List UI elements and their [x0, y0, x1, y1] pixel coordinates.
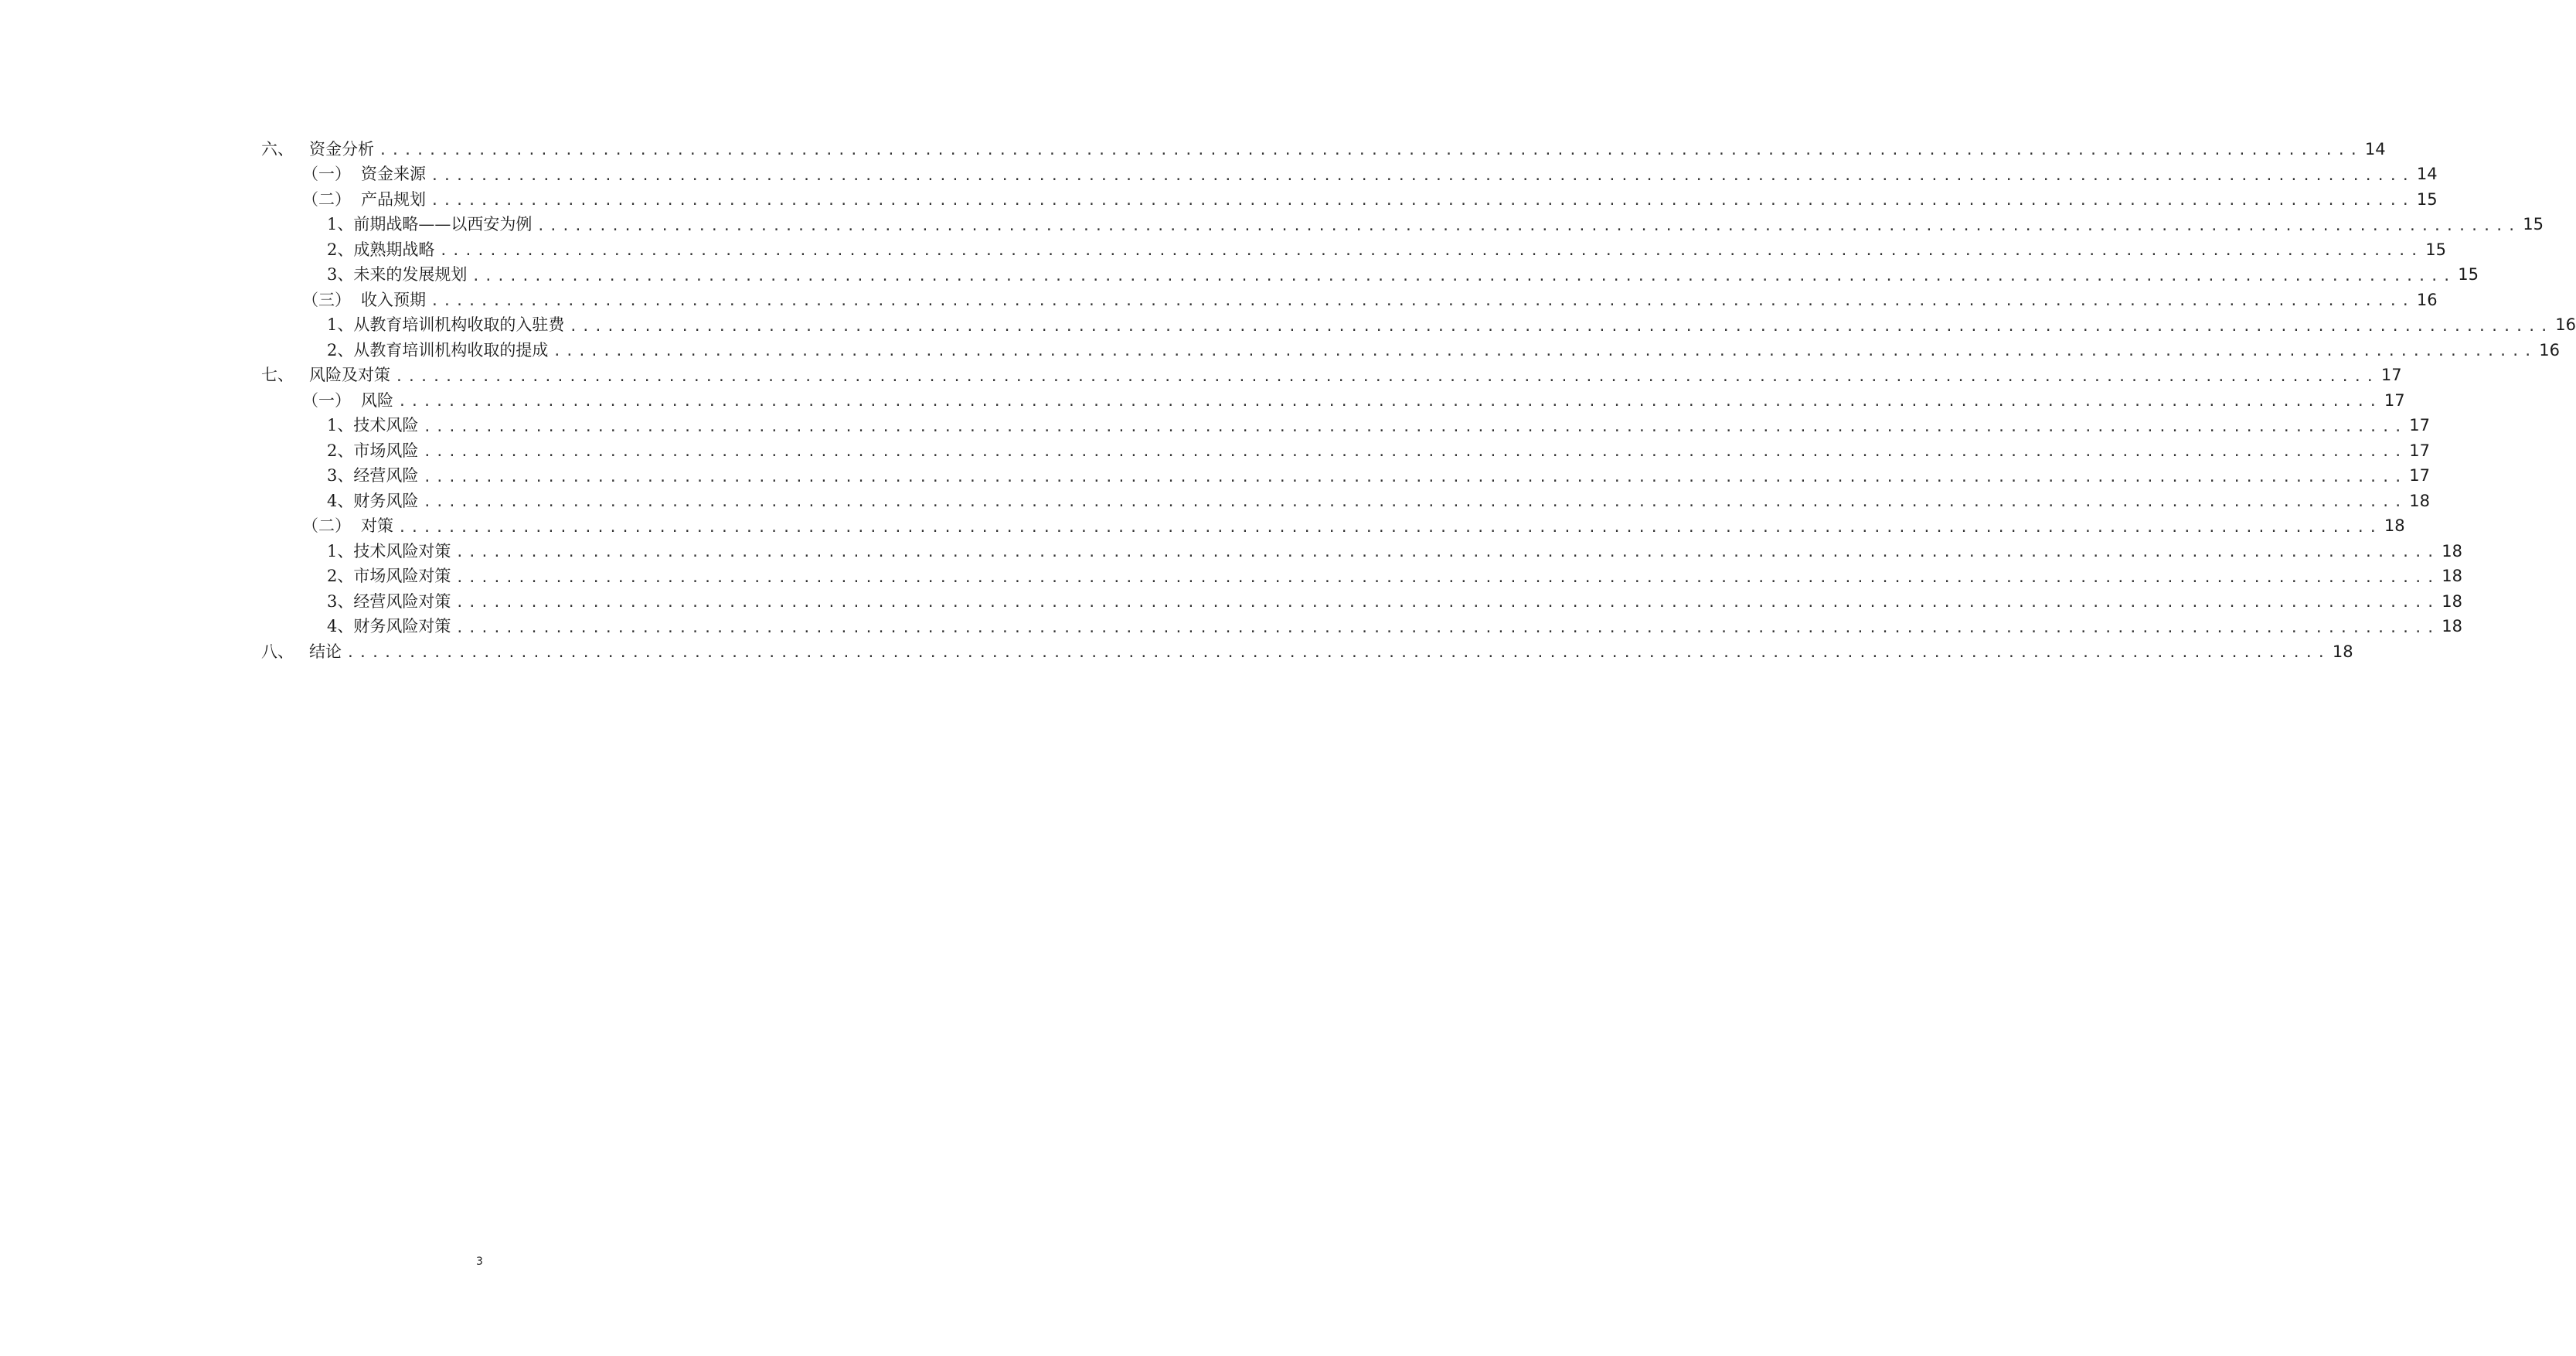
toc-entry-page: 14	[2416, 165, 2438, 184]
toc-entry-page: 15	[2523, 215, 2544, 234]
toc-entry-page: 15	[2425, 240, 2447, 259]
toc-entry-page: 15	[2458, 265, 2479, 284]
toc-entry[interactable]	[261, 464, 2431, 489]
toc-entry[interactable]	[261, 639, 2353, 665]
toc-leader-dots: ................................................................................................................................................................	[553, 343, 2537, 360]
toc-entry-title: 财务风险对策	[353, 617, 451, 636]
toc-leader-dots: ................................................................................................................................................................	[346, 645, 2329, 662]
toc-entry[interactable]	[261, 363, 2402, 389]
toc-entry-number: （二）	[302, 189, 351, 209]
toc-entry-number: 2、	[327, 441, 354, 460]
toc-entry-title: 技术风险对策	[353, 541, 451, 560]
toc-entry-number: 2、	[327, 567, 354, 586]
toc-entry-number: （二）	[302, 516, 351, 536]
toc-leader-dots: ................................................................................................................................................................	[455, 619, 2439, 636]
toc-leader-dots: ................................................................................................................................................................	[423, 444, 2407, 461]
page-number: 3	[476, 1255, 483, 1268]
toc-entry-page: 15	[2416, 189, 2438, 209]
toc-entry[interactable]	[261, 589, 2463, 615]
toc-entry[interactable]	[261, 414, 2431, 439]
toc-entry[interactable]	[261, 564, 2463, 590]
toc-entry[interactable]	[261, 237, 2447, 263]
toc-entry-number: （三）	[302, 290, 351, 309]
toc-entry-number: 2、	[327, 240, 354, 259]
toc-leader-dots: ................................................................................................................................................................	[398, 394, 2381, 411]
toc-entry-page: 16	[2416, 290, 2438, 309]
toc-leader-dots: ................................................................................................................................................................	[430, 167, 2414, 184]
toc-entry-title: 成熟期战略	[353, 240, 435, 259]
toc-entry-page: 17	[2384, 390, 2405, 410]
toc-entry-number: 1、	[327, 416, 354, 435]
toc-entry-number: （一）	[302, 165, 351, 184]
toc-entry-title: 风险	[361, 390, 393, 410]
toc-entry-number: 1、	[327, 215, 354, 234]
toc-leader-dots: ................................................................................................................................................................	[423, 494, 2407, 511]
toc-leader-dots: ................................................................................................................................................................	[455, 595, 2439, 612]
toc-entry-number: 3、	[327, 265, 354, 284]
toc-entry-page: 18	[2332, 642, 2353, 661]
toc-entry-page: 17	[2380, 366, 2402, 385]
toc-entry-number: 1、	[327, 315, 354, 335]
toc-leader-dots: ................................................................................................................................................................	[423, 418, 2407, 435]
table-of-contents	[261, 137, 2576, 665]
toc-entry-page: 17	[2409, 466, 2431, 486]
toc-entry[interactable]	[261, 489, 2431, 514]
toc-entry-title: 资金来源	[361, 165, 426, 184]
toc-entry[interactable]	[261, 288, 2438, 313]
toc-leader-dots: ................................................................................................................................................................	[398, 519, 2381, 536]
toc-entry-number: 3、	[327, 466, 354, 486]
toc-entry-number: 2、	[327, 340, 354, 359]
toc-entry-title: 财务风险	[353, 491, 419, 510]
toc-entry-title: 经营风险对策	[353, 591, 451, 611]
toc-entry-title: 风险及对策	[309, 366, 390, 385]
toc-entry-title: 从教育培训机构收取的入驻费	[353, 315, 565, 335]
toc-entry-title: 产品规划	[361, 189, 426, 209]
toc-entry-title: 资金分析	[309, 139, 374, 158]
toc-leader-dots: ................................................................................................................................................................	[455, 544, 2439, 561]
toc-entry-number: 六、	[261, 139, 294, 158]
toc-entry-page: 18	[2442, 541, 2463, 560]
toc-entry-page: 18	[2442, 591, 2463, 611]
toc-entry-page: 18	[2409, 491, 2431, 510]
toc-entry-number: 4、	[327, 491, 354, 510]
toc-leader-dots: ................................................................................................................................................................	[569, 318, 2553, 335]
toc-entry-number: 1、	[327, 541, 354, 560]
toc-entry[interactable]	[261, 313, 2576, 339]
toc-entry-title: 经营风险	[353, 466, 419, 486]
toc-leader-dots: ................................................................................................................................................................	[430, 192, 2414, 210]
toc-entry-page: 14	[2364, 139, 2386, 158]
toc-leader-dots: ................................................................................................................................................................	[430, 293, 2414, 310]
toc-entry-title: 市场风险对策	[353, 567, 451, 586]
toc-entry[interactable]	[261, 388, 2405, 414]
toc-entry-title: 前期战略——以西安为例	[353, 215, 533, 234]
toc-entry-title: 市场风险	[353, 441, 419, 460]
toc-entry-number: 七、	[261, 366, 294, 385]
toc-entry-number: 八、	[261, 642, 294, 661]
toc-entry-title: 技术风险	[353, 416, 419, 435]
toc-leader-dots: ................................................................................................................................................................	[423, 468, 2407, 486]
toc-entry[interactable]	[261, 187, 2438, 213]
toc-leader-dots: ................................................................................................................................................................	[395, 368, 2378, 385]
toc-entry-page: 18	[2384, 516, 2405, 536]
toc-entry[interactable]	[261, 539, 2463, 564]
toc-entry[interactable]	[261, 263, 2479, 288]
toc-entry-title: 未来的发展规划	[353, 265, 468, 284]
toc-entry[interactable]	[261, 162, 2438, 188]
toc-entry-page: 18	[2442, 617, 2463, 636]
toc-entry[interactable]	[261, 137, 2386, 162]
toc-leader-dots: ................................................................................................................................................................	[439, 243, 2423, 260]
toc-leader-dots: ................................................................................................................................................................	[455, 569, 2439, 586]
toc-leader-dots: ................................................................................................................................................................	[536, 217, 2520, 234]
toc-entry-page: 16	[2555, 315, 2576, 335]
toc-entry[interactable]	[261, 615, 2463, 640]
toc-entry-page: 17	[2409, 441, 2431, 460]
toc-entry-title: 从教育培训机构收取的提成	[353, 340, 549, 359]
toc-leader-dots: ................................................................................................................................................................	[379, 142, 2362, 159]
toc-entry-page: 17	[2409, 416, 2431, 435]
toc-entry[interactable]	[261, 514, 2405, 540]
toc-entry[interactable]	[261, 213, 2544, 238]
toc-entry-number: 4、	[327, 617, 354, 636]
toc-entry-title: 收入预期	[361, 290, 426, 309]
toc-entry-number: （一）	[302, 390, 351, 410]
toc-entry-title: 结论	[309, 642, 342, 661]
toc-entry-number: 3、	[327, 591, 354, 611]
toc-leader-dots: ................................................................................................................................................................	[471, 267, 2455, 284]
toc-entry[interactable]	[261, 338, 2561, 363]
toc-entry[interactable]	[261, 438, 2431, 464]
toc-entry-title: 对策	[361, 516, 393, 536]
toc-entry-page: 16	[2539, 340, 2561, 359]
toc-entry-page: 18	[2442, 567, 2463, 586]
